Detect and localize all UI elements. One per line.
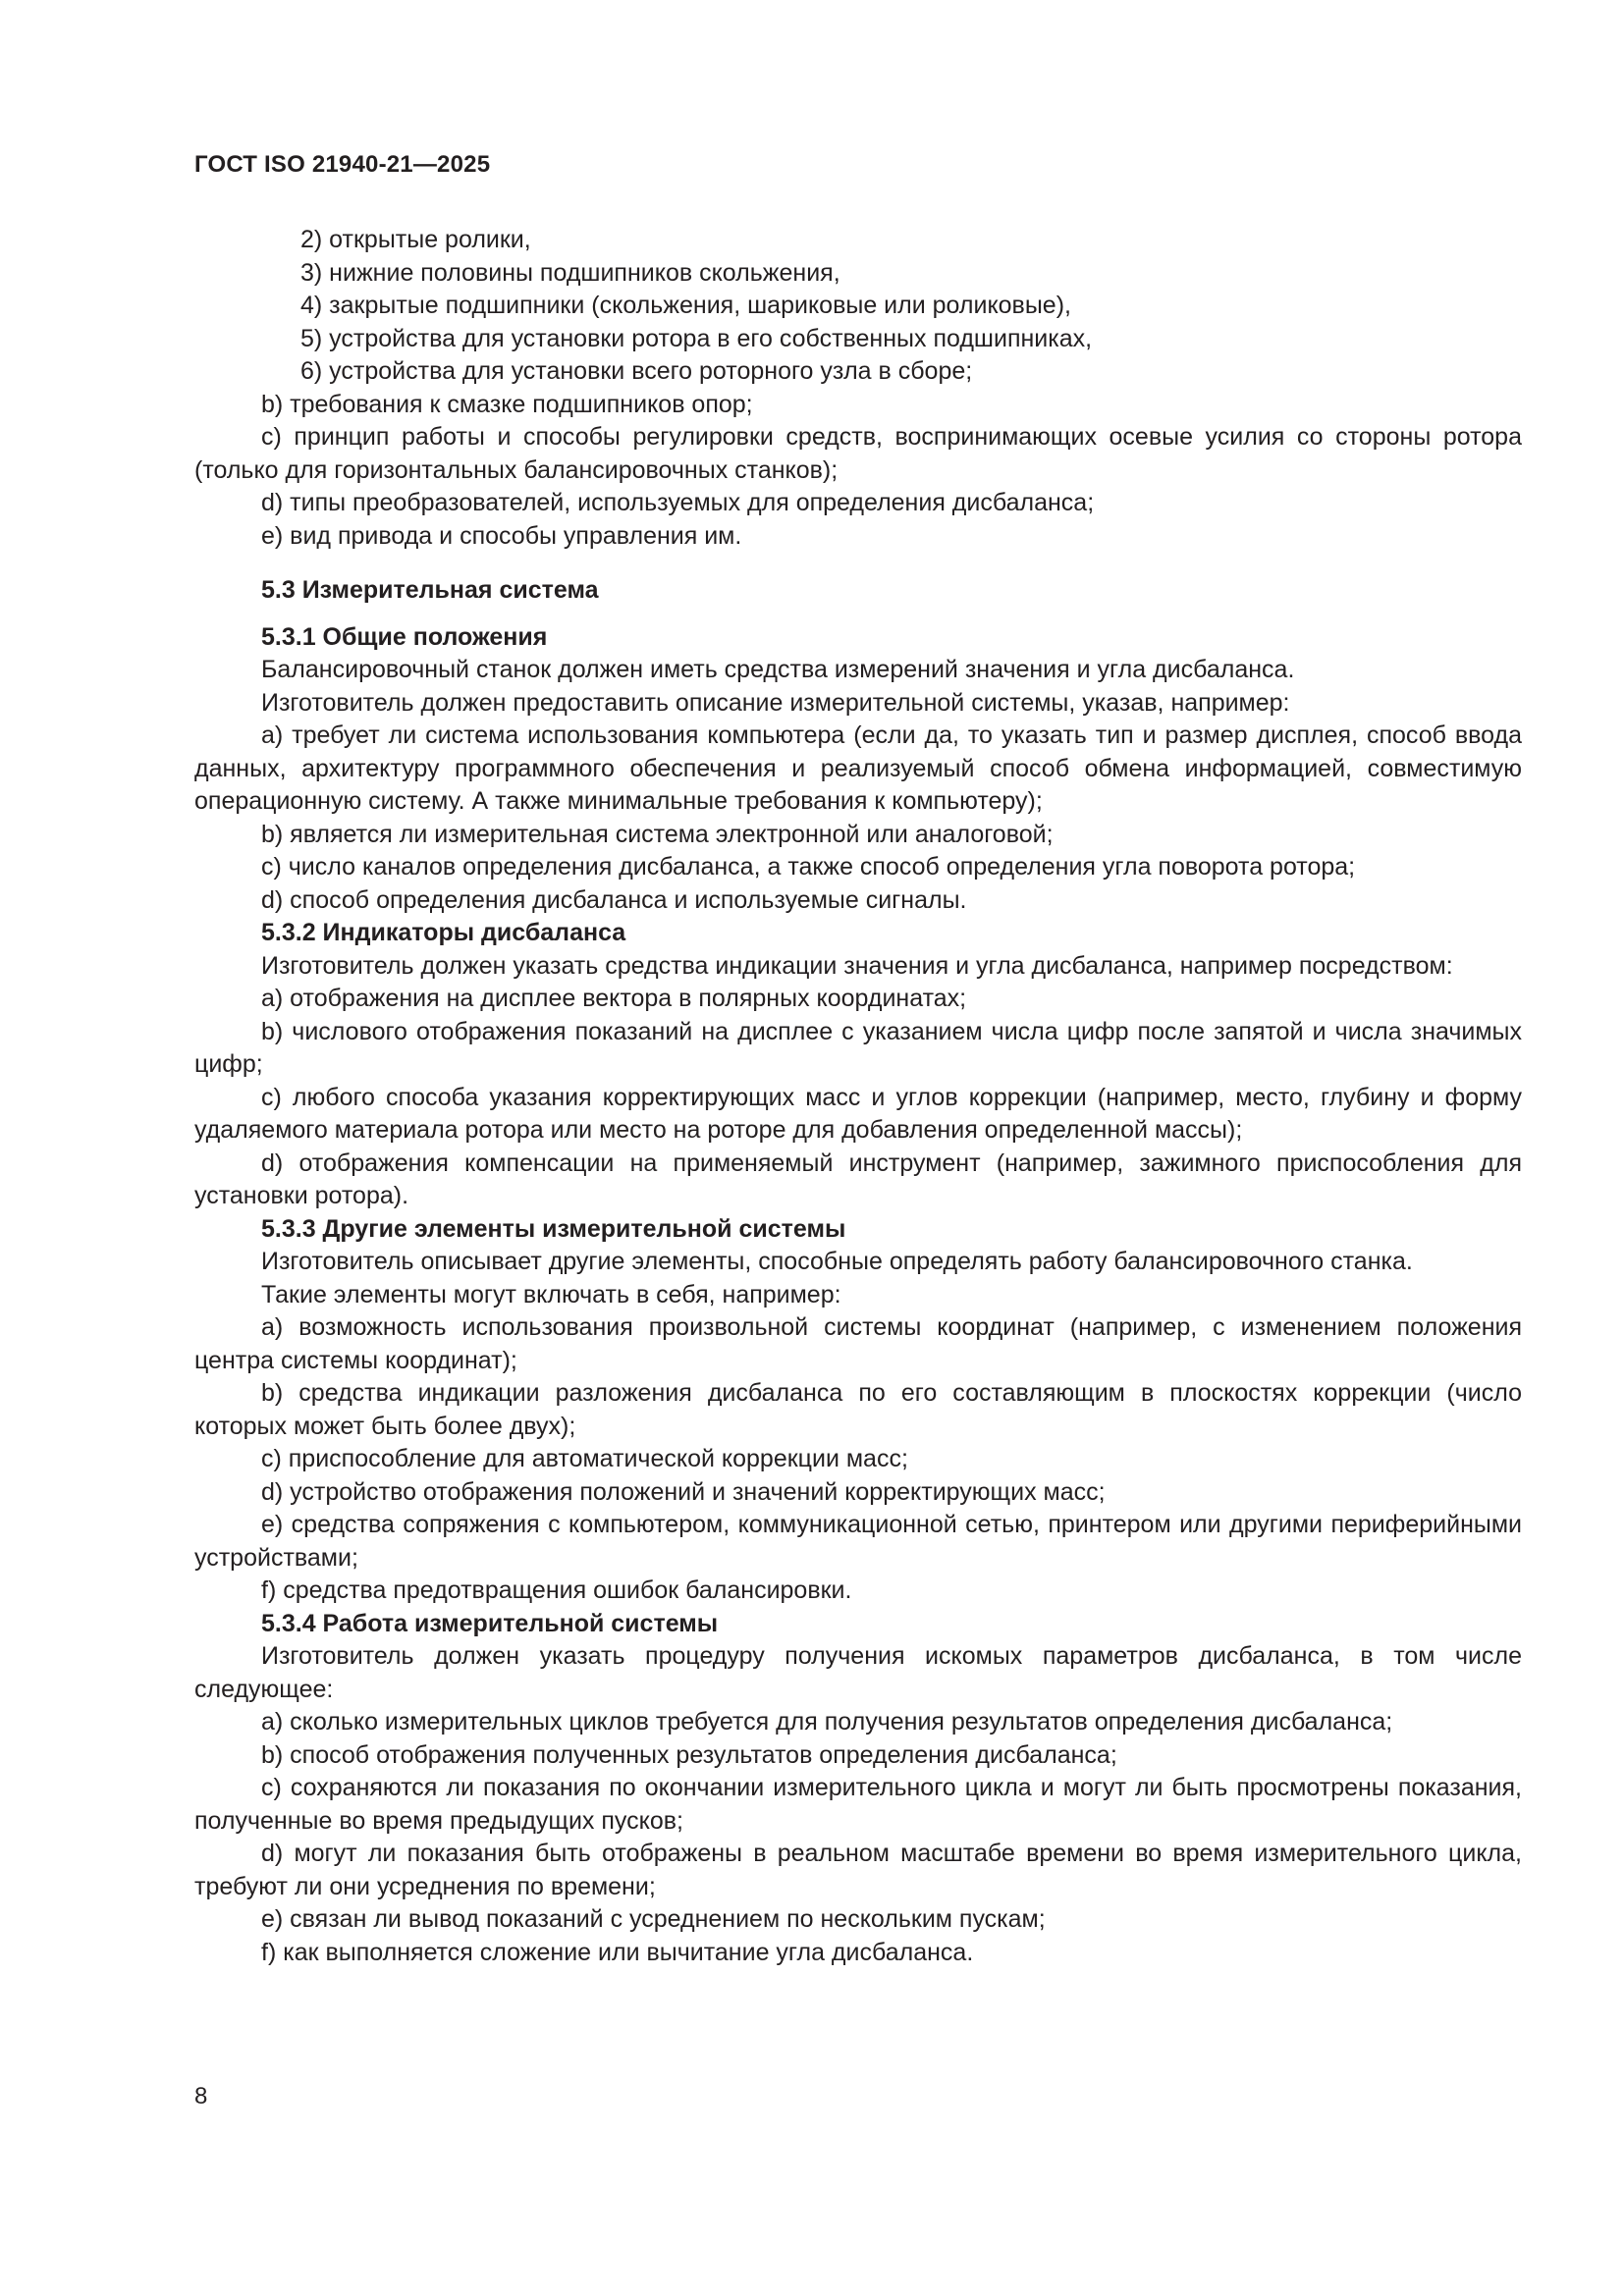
- paragraph: Изготовитель должен указать процедуру получения искомых параметров дисбаланса, в том числе следующее:: [194, 1642, 1522, 1703]
- list-item: f) как выполняется сложение или вычитание угла дисбаланса.: [261, 1938, 974, 1966]
- list-item: c) приспособление для автоматической коррекции масс;: [261, 1445, 908, 1472]
- list-item: d) способ определения дисбаланса и используемые сигналы.: [261, 885, 967, 914]
- list-item: c) сохраняются ли показания по окончании измерительного цикла и могут ли быть просмотрены показания, полученные во время предыдущих пусков;: [194, 1774, 1522, 1835]
- list-item: a) возможность использования произвольной системы координат (например, с изменением положения центра системы координат);: [194, 1313, 1522, 1374]
- section-heading-5-3-1: 5.3.1 Общие положения: [261, 622, 548, 651]
- list-item: c) число каналов определения дисбаланса, а также способ определения угла поворота ротора;: [261, 853, 1356, 881]
- paragraph: Балансировочный станок должен иметь средства измерений значения и угла дисбаланса.: [261, 656, 1295, 683]
- section-heading-5-3: 5.3 Измерительная система: [261, 576, 599, 604]
- section-heading-5-3-4: 5.3.4 Работа измерительной системы: [261, 1609, 719, 1637]
- list-item: d) типы преобразователей, используемых для определения дисбаланса;: [261, 489, 1095, 516]
- list-item: d) могут ли показания быть отображены в реальном масштабе времени во время измерительного цикла, требуют ли они усреднения по времени;: [194, 1840, 1522, 1900]
- list-item: a) требует ли система использования компьютера (если да, то указать тип и размер дисплея, способ ввода данных, архитектуру программного обеспечения и реализуемый способ обмена информацией, совместимую операционную систему. А также минимальные требования к компьютеру);: [194, 721, 1522, 815]
- list-item: d) отображения компенсации на применяемый инструмент (например, зажимного приспособления для установки ротора).: [194, 1148, 1522, 1209]
- page-number: 8: [194, 2083, 208, 2109]
- list-item: f) средства предотвращения ошибок балансировки.: [261, 1576, 852, 1604]
- list-item: b) способ отображения полученных результатов определения дисбаланса;: [261, 1740, 1117, 1769]
- list-item: d) устройство отображения положений и значений корректирующих масс;: [261, 1477, 1106, 1506]
- list-item: a) сколько измерительных циклов требуется для получения результатов определения дисбаланса;: [261, 1708, 1393, 1735]
- list-item: a) отображения на дисплее вектора в полярных координатах;: [261, 985, 967, 1012]
- paragraph: Изготовитель описывает другие элементы, способные определять работу балансировочного станка.: [261, 1248, 1413, 1275]
- paragraph: Изготовитель должен указать средства индикации значения и угла дисбаланса, например посредством:: [261, 951, 1453, 980]
- paragraph: Изготовитель должен предоставить описание измерительной системы, указав, например:: [261, 688, 1290, 717]
- list-item: e) средства сопряжения с компьютером, коммуникационной сетью, принтером или другими периферийными устройствами;: [194, 1511, 1522, 1572]
- list-item: 2) открытые ролики,: [300, 226, 531, 253]
- list-item: 5) устройства для установки ротора в его собственных подшипниках,: [300, 324, 1093, 352]
- document-code-header: ГОСТ ISO 21940-21—2025: [194, 151, 491, 178]
- list-item: b) числового отображения показаний на дисплее с указанием числа цифр после запятой и числа значимых цифр;: [194, 1017, 1522, 1078]
- list-item: e) связан ли вывод показаний с усреднением по нескольким пускам;: [261, 1905, 1046, 1933]
- list-item: b) средства индикации разложения дисбаланса по его составляющим в плоскостях коррекции (число которых может быть более двух);: [194, 1379, 1522, 1440]
- list-item: b) требования к смазке подшипников опор;: [261, 390, 753, 418]
- section-heading-5-3-3: 5.3.3 Другие элементы измерительной системы: [261, 1214, 846, 1243]
- list-item: c) принцип работы и способы регулировки средств, воспринимающих осевые усилия со стороны ротора (только для горизонтальных балансировочных станков);: [194, 423, 1522, 484]
- list-item: c) любого способа указания корректирующих масс и углов коррекции (например, место, глубину и форму удаляемого материала ротора или место на роторе для добавления определенной массы);: [194, 1083, 1522, 1144]
- list-item: 6) устройства для установки всего роторного узла в сборе;: [300, 357, 973, 385]
- list-item: 4) закрытые подшипники (скольжения, шариковые или роликовые),: [300, 292, 1071, 319]
- document-body: [194, 224, 1522, 1969]
- list-item: 3) нижние половины подшипников скольжения,: [300, 258, 840, 287]
- list-item: e) вид привода и способы управления им.: [261, 521, 742, 550]
- list-item: b) является ли измерительная система электронной или аналоговой;: [261, 820, 1054, 848]
- paragraph: Такие элементы могут включать в себя, например:: [261, 1280, 841, 1308]
- section-heading-5-3-2: 5.3.2 Индикаторы дисбаланса: [261, 919, 626, 946]
